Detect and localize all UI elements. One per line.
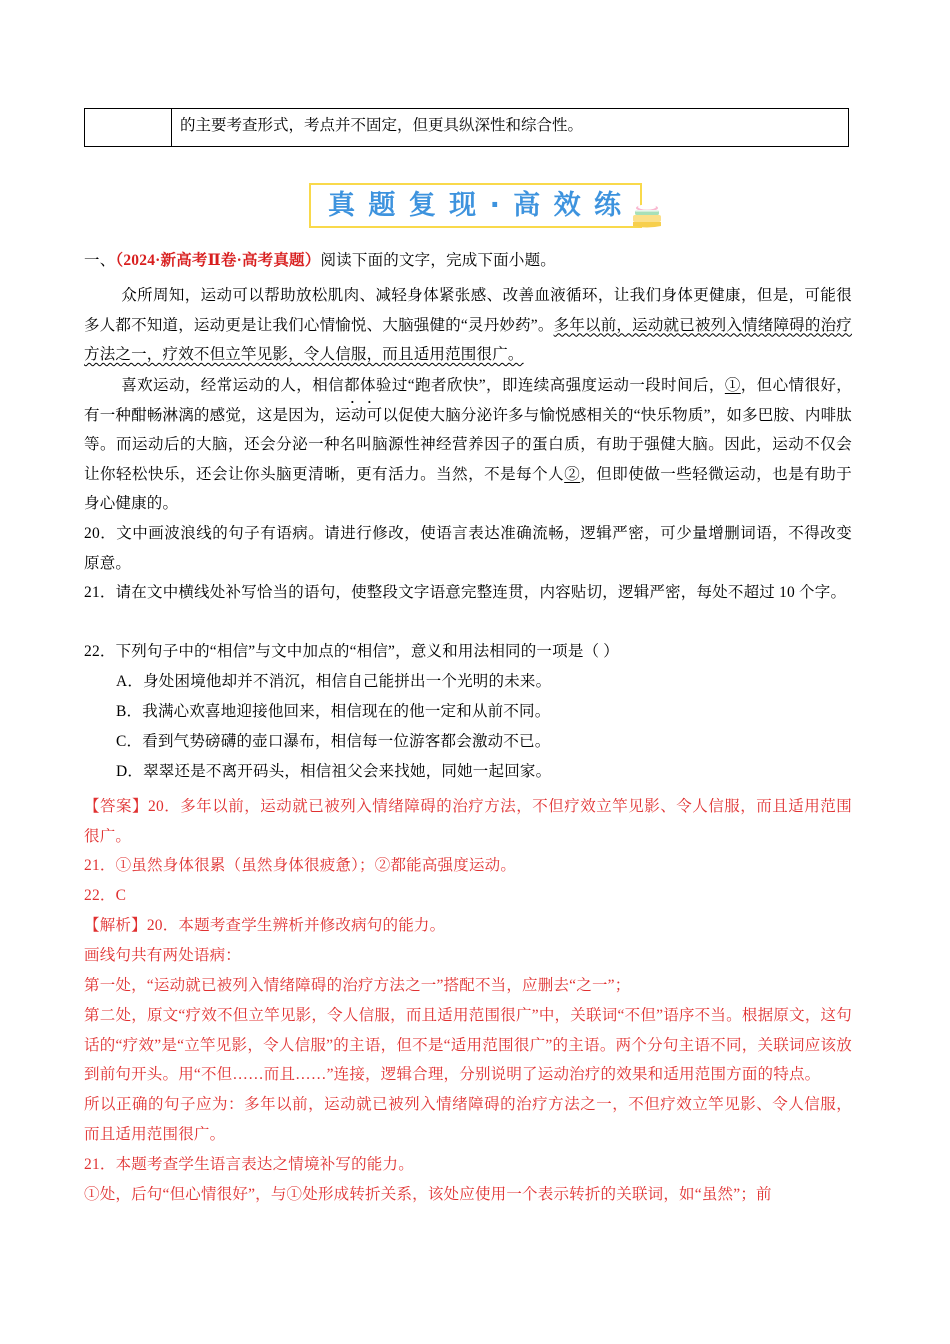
option-d[interactable] xyxy=(116,757,852,787)
analysis-line-first-error: 第一处，“运动就已被列入情绪障碍的治疗方法之一”搭配不当，应删去“之一”； xyxy=(84,977,631,994)
blank-marker-1: ① xyxy=(724,377,741,394)
analysis-line-21-heading: 21．本题考查学生语言表达之情境补写的能力。 xyxy=(84,1156,414,1173)
emphasized-word-xiangxin: 相信 ·· xyxy=(312,377,344,394)
question-20-number: 20． xyxy=(84,525,117,542)
analysis-20-heading: 20．本题考查学生辨析并修改病句的能力。 xyxy=(146,917,446,934)
question-21-number: 21． xyxy=(84,584,116,601)
reading-instruction: 阅读下面的文字，完成下面小题。 xyxy=(320,252,556,269)
answer-line-21 xyxy=(84,851,852,881)
analysis-line-20 xyxy=(84,911,852,941)
table-row xyxy=(85,109,849,147)
banner-title: 真 题 复 现 · 高 效 练 xyxy=(327,190,624,221)
answer-marker: 【答案】 xyxy=(84,798,149,815)
section-banner xyxy=(0,178,950,246)
option-d-text: 翠翠还是不离开码头，相信祖父会来找她，同她一起回家。 xyxy=(143,763,552,780)
question-source-line xyxy=(84,246,852,276)
section-number: 一、 xyxy=(84,252,116,269)
passage-p2-b: 都体验过“跑者欣快”，即连续高强度运动一段时间后， xyxy=(344,377,725,394)
analysis-marker: 【解析】 xyxy=(84,917,147,934)
question-20 xyxy=(84,519,852,578)
passage-p2-a: 喜欢运动，经常运动的人， xyxy=(121,377,313,394)
option-a-text: 身处困境他却并不消沉，相信自己能拼出一个光明的未来。 xyxy=(143,673,552,690)
analysis-line-21-detail: ①处，后句“但心情很好”，与①处形成转折关系，该处应使用一个表示转折的关联词，如“虽然”；前 xyxy=(84,1186,772,1203)
option-c[interactable] xyxy=(116,727,852,757)
passage-paragraph-2 xyxy=(84,371,852,519)
option-c-text: 看到气势磅礴的壶口瀑布，相信每一位游客都会激动不已。 xyxy=(142,733,551,750)
question-21-text: 请在文中横线处补写恰当的语句，使整段文字语意完整连贯，内容贴切，逻辑严密，每处不超过 10 个字。 xyxy=(115,584,847,601)
option-b-text: 我满心欢喜地迎接他回来，相信现在的他一定和从前不同。 xyxy=(142,703,551,720)
option-d-label: D． xyxy=(116,763,144,780)
passage-p1-plain: 众所周知，运动可以帮助放松肌肉、减轻身体紧张感、改善血液循环，让我们身体更健康，但是，可能很多人都不知道，运动更是让我们心情愉悦、大脑强健的“灵丹妙药”。 xyxy=(84,287,852,334)
answer-22-text: 22．C xyxy=(84,887,127,904)
table-cell-left xyxy=(85,109,172,147)
question-22-number: 22． xyxy=(84,643,116,660)
analysis-line-correct-sentence xyxy=(84,1090,852,1149)
option-c-label: C． xyxy=(116,733,143,750)
top-table-fragment xyxy=(84,108,849,147)
option-b-label: B． xyxy=(116,703,143,720)
question-20-text: 文中画波浪线的句子有语病。请进行修改，使语言表达准确流畅，逻辑严密，可少量增删词语，不得改变原意。 xyxy=(84,525,852,572)
answer-20-text: 20．多年以前，运动就已被列入情绪障碍的治疗方法，不但疗效立竿见影、令人信服，而且适用范围很广。 xyxy=(84,798,852,845)
answer-line-20 xyxy=(84,792,852,851)
exam-source-tag: （2024·新高考Ⅱ卷·高考真题） xyxy=(115,252,321,269)
blank-marker-2: ② xyxy=(564,465,581,483)
option-a[interactable] xyxy=(116,667,852,697)
book-stack-icon xyxy=(627,199,667,231)
analysis-correct-text: 所以正确的句子应为：多年以前，运动就已被列入情绪障碍的治疗方法之一，不但疗效立竿见影、令人信服，而且适用范围很广。 xyxy=(84,1096,852,1143)
passage-p2-d: ，但即使做一些轻微运动，也是有助于身心健康的。 xyxy=(84,465,852,512)
analysis-line-intro: 画线句共有两处语病： xyxy=(84,947,242,964)
question-21 xyxy=(84,578,852,608)
answer-21-text: 21．①虽然身体很累（虽然身体很疲惫）；②都能高强度运动。 xyxy=(84,857,517,874)
option-b[interactable] xyxy=(116,697,852,727)
answer-line-22 xyxy=(84,881,852,911)
table-cell-right: 的主要考查形式，考点并不固定，但更具纵深性和综合性。 xyxy=(172,109,849,147)
passage-p2-c: ，但心情很好，有一种酣畅淋漓的感觉，这是因为，运动可以促使大脑分泌许多与愉悦感相关的“快乐物质”，如多巴胺、内啡肽等。而运动后的大脑，还会分泌一种名叫脑源性神经营养因子的蛋白质，有助于强健大脑。因此，运动不仅会让你轻松快乐，还会让你头脑更清晰，更有活力。当然，不是每个人 xyxy=(84,377,852,483)
option-a-label: A． xyxy=(116,673,144,690)
analysis-line-second-error: 第二处，原文“疗效不但立竿见影，令人信服，而且适用范围很广”中，关联词“不但”语序不当。根据原文，这句话的“疗效”是“立竿见影，令人信服”的主语，但不是“适用范围很广”的主语。两个分句主语不同，关联词应该放到前句开头。用“不但……而且……”连接，逻辑合理，分别说明了运动治疗的效果和适用范围方面的特点。 xyxy=(84,1007,852,1083)
passage-p1-wavy-sentence: 多年以前，运动就已被列入情绪障碍的治疗方法之一，疗效不但立竿见影，令人信服，而且适用范围很广。 xyxy=(84,316,852,363)
passage-paragraph-1 xyxy=(84,281,852,370)
question-22 xyxy=(84,637,852,667)
question-22-text: 下列句子中的“相信”与文中加点的“相信”，意义和用法相同的一项是（ ） xyxy=(115,643,620,660)
